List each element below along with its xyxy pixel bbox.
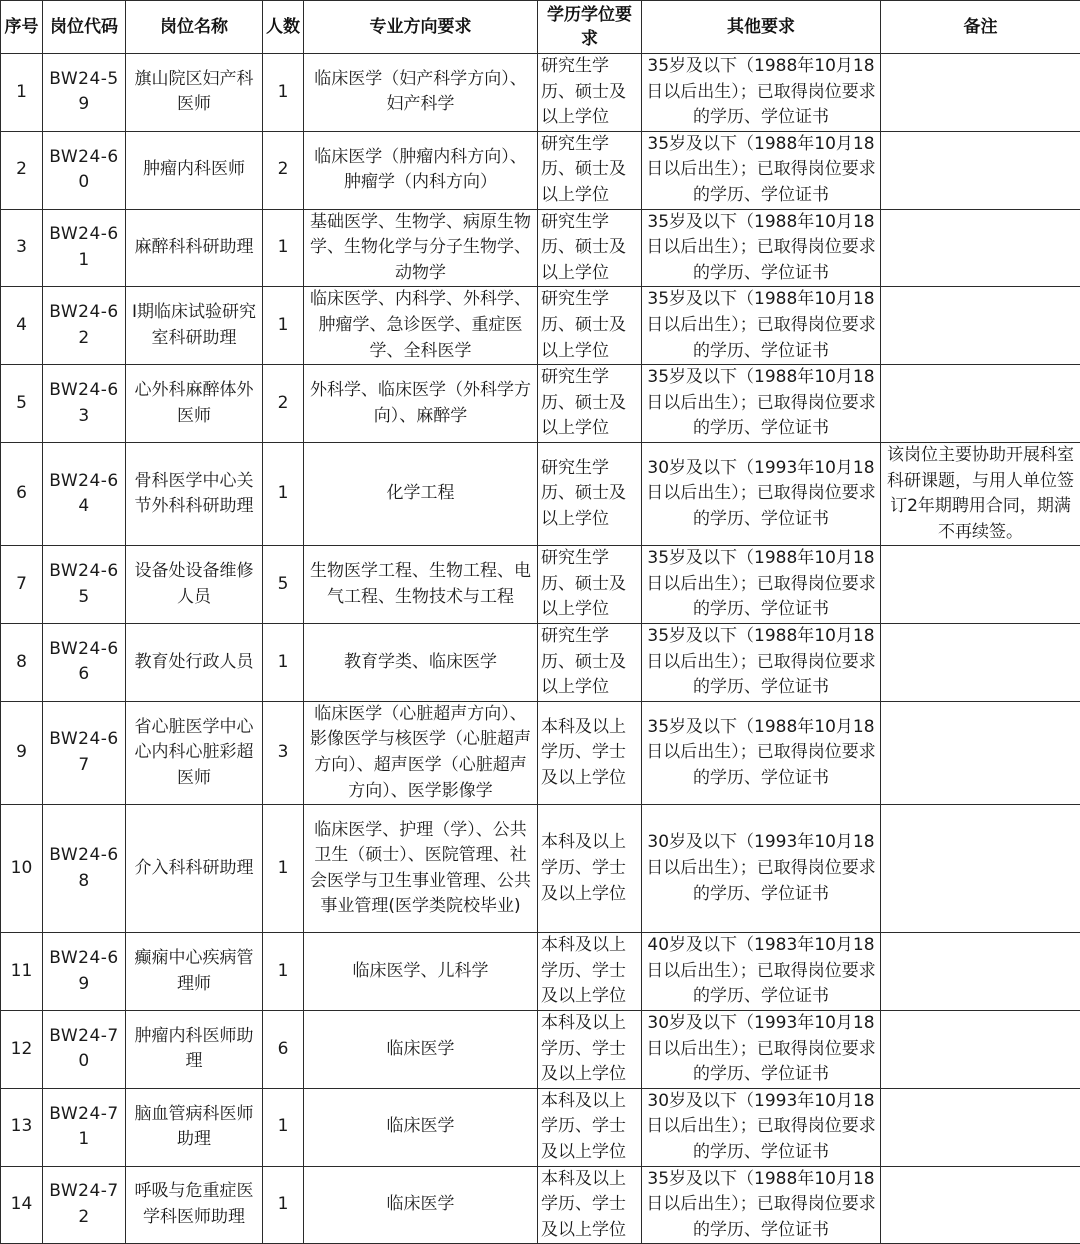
row-name: 教育处行政人员 xyxy=(126,624,263,702)
row-other: 35岁及以下（1988年10月18日以后出生）；已取得岗位要求的学历、学位证书 xyxy=(642,546,881,624)
row-major: 临床医学 xyxy=(304,1166,538,1244)
row-code: BW24-65 xyxy=(43,546,126,624)
table-row xyxy=(1,1088,1080,1166)
header-major: 专业方向要求 xyxy=(304,1,538,54)
row-name: Ⅰ期临床试验研究室科研助理 xyxy=(126,287,263,365)
row-major: 临床医学（肿瘤内科方向）、肿瘤学（内科方向） xyxy=(304,131,538,209)
table-row xyxy=(1,546,1080,624)
row-education: 研究生学历、硕士及以上学位 xyxy=(538,442,642,545)
row-seq: 11 xyxy=(1,933,43,1011)
row-count: 6 xyxy=(263,1011,304,1089)
row-code: BW24-68 xyxy=(43,805,126,933)
row-major: 临床医学、儿科学 xyxy=(304,933,538,1011)
row-major: 基础医学、生物学、病原生物学、生物化学与分子生物学、动物学 xyxy=(304,209,538,287)
row-note xyxy=(881,701,1080,804)
header-seq: 序号 xyxy=(1,1,43,54)
row-count: 5 xyxy=(263,546,304,624)
row-other: 40岁及以下（1983年10月18日以后出生）；已取得岗位要求的学历、学位证书 xyxy=(642,933,881,1011)
row-count: 1 xyxy=(263,209,304,287)
row-education: 本科及以上学历、学士及以上学位 xyxy=(538,1011,642,1089)
row-other: 35岁及以下（1988年10月18日以后出生）；已取得岗位要求的学历、学位证书 xyxy=(642,54,881,132)
row-name: 介入科科研助理 xyxy=(126,805,263,933)
row-code: BW24-63 xyxy=(43,365,126,443)
row-code: BW24-71 xyxy=(43,1088,126,1166)
row-seq: 3 xyxy=(1,209,43,287)
row-other: 35岁及以下（1988年10月18日以后出生）；已取得岗位要求的学历、学位证书 xyxy=(642,287,881,365)
row-other: 30岁及以下（1993年10月18日以后出生）；已取得岗位要求的学历、学位证书 xyxy=(642,442,881,545)
row-code: BW24-64 xyxy=(43,442,126,545)
row-name: 省心脏医学中心心内科心脏彩超医师 xyxy=(126,701,263,804)
table-row xyxy=(1,365,1080,443)
row-note xyxy=(881,209,1080,287)
row-code: BW24-60 xyxy=(43,131,126,209)
row-count: 1 xyxy=(263,1166,304,1244)
table-row xyxy=(1,54,1080,132)
row-code: BW24-67 xyxy=(43,701,126,804)
row-seq: 2 xyxy=(1,131,43,209)
row-seq: 7 xyxy=(1,546,43,624)
row-seq: 4 xyxy=(1,287,43,365)
row-count: 1 xyxy=(263,54,304,132)
row-name: 心外科麻醉体外医师 xyxy=(126,365,263,443)
row-education: 研究生学历、硕士及以上学位 xyxy=(538,365,642,443)
row-name: 肿瘤内科医师 xyxy=(126,131,263,209)
row-major: 教育学类、临床医学 xyxy=(304,624,538,702)
row-education: 本科及以上学历、学士及以上学位 xyxy=(538,1166,642,1244)
row-name: 脑血管病科医师助理 xyxy=(126,1088,263,1166)
row-note xyxy=(881,1011,1080,1089)
row-seq: 12 xyxy=(1,1011,43,1089)
row-seq: 6 xyxy=(1,442,43,545)
header-name: 岗位名称 xyxy=(126,1,263,54)
row-note xyxy=(881,933,1080,1011)
table-row xyxy=(1,1166,1080,1244)
header-count: 人数 xyxy=(263,1,304,54)
row-count: 1 xyxy=(263,624,304,702)
row-count: 1 xyxy=(263,442,304,545)
row-other: 35岁及以下（1988年10月18日以后出生）；已取得岗位要求的学历、学位证书 xyxy=(642,209,881,287)
header-code: 岗位代码 xyxy=(43,1,126,54)
row-other: 35岁及以下（1988年10月18日以后出生）；已取得岗位要求的学历、学位证书 xyxy=(642,365,881,443)
row-education: 本科及以上学历、学士及以上学位 xyxy=(538,1088,642,1166)
row-other: 30岁及以下（1993年10月18日以后出生）；已取得岗位要求的学历、学位证书 xyxy=(642,1011,881,1089)
table-row xyxy=(1,1011,1080,1089)
row-education: 本科及以上学历、学士及以上学位 xyxy=(538,701,642,804)
table-row xyxy=(1,933,1080,1011)
row-seq: 14 xyxy=(1,1166,43,1244)
row-major: 临床医学、内科学、外科学、肿瘤学、急诊医学、重症医学、全科医学 xyxy=(304,287,538,365)
table-row xyxy=(1,131,1080,209)
row-name: 肿瘤内科医师助理 xyxy=(126,1011,263,1089)
row-code: BW24-70 xyxy=(43,1011,126,1089)
row-name: 骨科医学中心关节外科科研助理 xyxy=(126,442,263,545)
row-other: 35岁及以下（1988年10月18日以后出生）；已取得岗位要求的学历、学位证书 xyxy=(642,624,881,702)
row-education: 研究生学历、硕士及以上学位 xyxy=(538,54,642,132)
row-code: BW24-72 xyxy=(43,1166,126,1244)
row-count: 2 xyxy=(263,365,304,443)
row-count: 1 xyxy=(263,805,304,933)
row-seq: 13 xyxy=(1,1088,43,1166)
row-education: 本科及以上学历、学士及以上学位 xyxy=(538,805,642,933)
table-row xyxy=(1,287,1080,365)
row-major: 外科学、临床医学（外科学方向）、麻醉学 xyxy=(304,365,538,443)
row-name: 旗山院区妇产科医师 xyxy=(126,54,263,132)
table-row xyxy=(1,701,1080,804)
header-other: 其他要求 xyxy=(642,1,881,54)
row-count: 3 xyxy=(263,701,304,804)
row-note xyxy=(881,131,1080,209)
row-seq: 5 xyxy=(1,365,43,443)
row-other: 35岁及以下（1988年10月18日以后出生）；已取得岗位要求的学历、学位证书 xyxy=(642,701,881,804)
row-seq: 1 xyxy=(1,54,43,132)
row-major: 生物医学工程、生物工程、电气工程、生物技术与工程 xyxy=(304,546,538,624)
row-code: BW24-61 xyxy=(43,209,126,287)
row-count: 1 xyxy=(263,287,304,365)
row-code: BW24-69 xyxy=(43,933,126,1011)
row-code: BW24-59 xyxy=(43,54,126,132)
row-seq: 10 xyxy=(1,805,43,933)
table-header-row xyxy=(1,1,1080,54)
row-code: BW24-62 xyxy=(43,287,126,365)
row-code: BW24-66 xyxy=(43,624,126,702)
row-major: 化学工程 xyxy=(304,442,538,545)
header-note: 备注 xyxy=(881,1,1080,54)
row-note xyxy=(881,624,1080,702)
row-note xyxy=(881,287,1080,365)
row-education: 研究生学历、硕士及以上学位 xyxy=(538,546,642,624)
row-name: 癫痫中心疾病管理师 xyxy=(126,933,263,1011)
table-row xyxy=(1,442,1080,545)
row-name: 设备处设备维修人员 xyxy=(126,546,263,624)
row-education: 研究生学历、硕士及以上学位 xyxy=(538,287,642,365)
row-education: 研究生学历、硕士及以上学位 xyxy=(538,624,642,702)
row-note xyxy=(881,805,1080,933)
row-name: 麻醉科科研助理 xyxy=(126,209,263,287)
row-count: 2 xyxy=(263,131,304,209)
table-row xyxy=(1,624,1080,702)
row-count: 1 xyxy=(263,1088,304,1166)
row-major: 临床医学 xyxy=(304,1011,538,1089)
row-other: 35岁及以下（1988年10月18日以后出生）；已取得岗位要求的学历、学位证书 xyxy=(642,1166,881,1244)
row-other: 30岁及以下（1993年10月18日以后出生）；已取得岗位要求的学历、学位证书 xyxy=(642,805,881,933)
row-note xyxy=(881,365,1080,443)
row-name: 呼吸与危重症医学科医师助理 xyxy=(126,1166,263,1244)
row-note xyxy=(881,54,1080,132)
row-note xyxy=(881,546,1080,624)
row-seq: 9 xyxy=(1,701,43,804)
row-major: 临床医学（心脏超声方向）、影像医学与核医学（心脏超声方向）、超声医学（心脏超声方向）、医学影像学 xyxy=(304,701,538,804)
row-major: 临床医学（妇产科学方向）、妇产科学 xyxy=(304,54,538,132)
row-count: 1 xyxy=(263,933,304,1011)
row-other: 35岁及以下（1988年10月18日以后出生）；已取得岗位要求的学历、学位证书 xyxy=(642,131,881,209)
row-major: 临床医学、护理（学）、公共卫生（硕士）、医院管理、社会医学与卫生事业管理、公共事业管理(医学类院校毕业) xyxy=(304,805,538,933)
row-other: 30岁及以下（1993年10月18日以后出生）；已取得岗位要求的学历、学位证书 xyxy=(642,1088,881,1166)
row-seq: 8 xyxy=(1,624,43,702)
row-note xyxy=(881,1166,1080,1244)
row-education: 研究生学历、硕士及以上学位 xyxy=(538,209,642,287)
row-note xyxy=(881,1088,1080,1166)
row-education: 本科及以上学历、学士及以上学位 xyxy=(538,933,642,1011)
row-major: 临床医学 xyxy=(304,1088,538,1166)
table-row xyxy=(1,209,1080,287)
row-note: 该岗位主要协助开展科室科研课题，与用人单位签订2年期聘用合同，期满不再续签。 xyxy=(881,442,1080,545)
table-row xyxy=(1,805,1080,933)
header-education: 学历学位要求 xyxy=(538,1,642,54)
row-education: 研究生学历、硕士及以上学位 xyxy=(538,131,642,209)
